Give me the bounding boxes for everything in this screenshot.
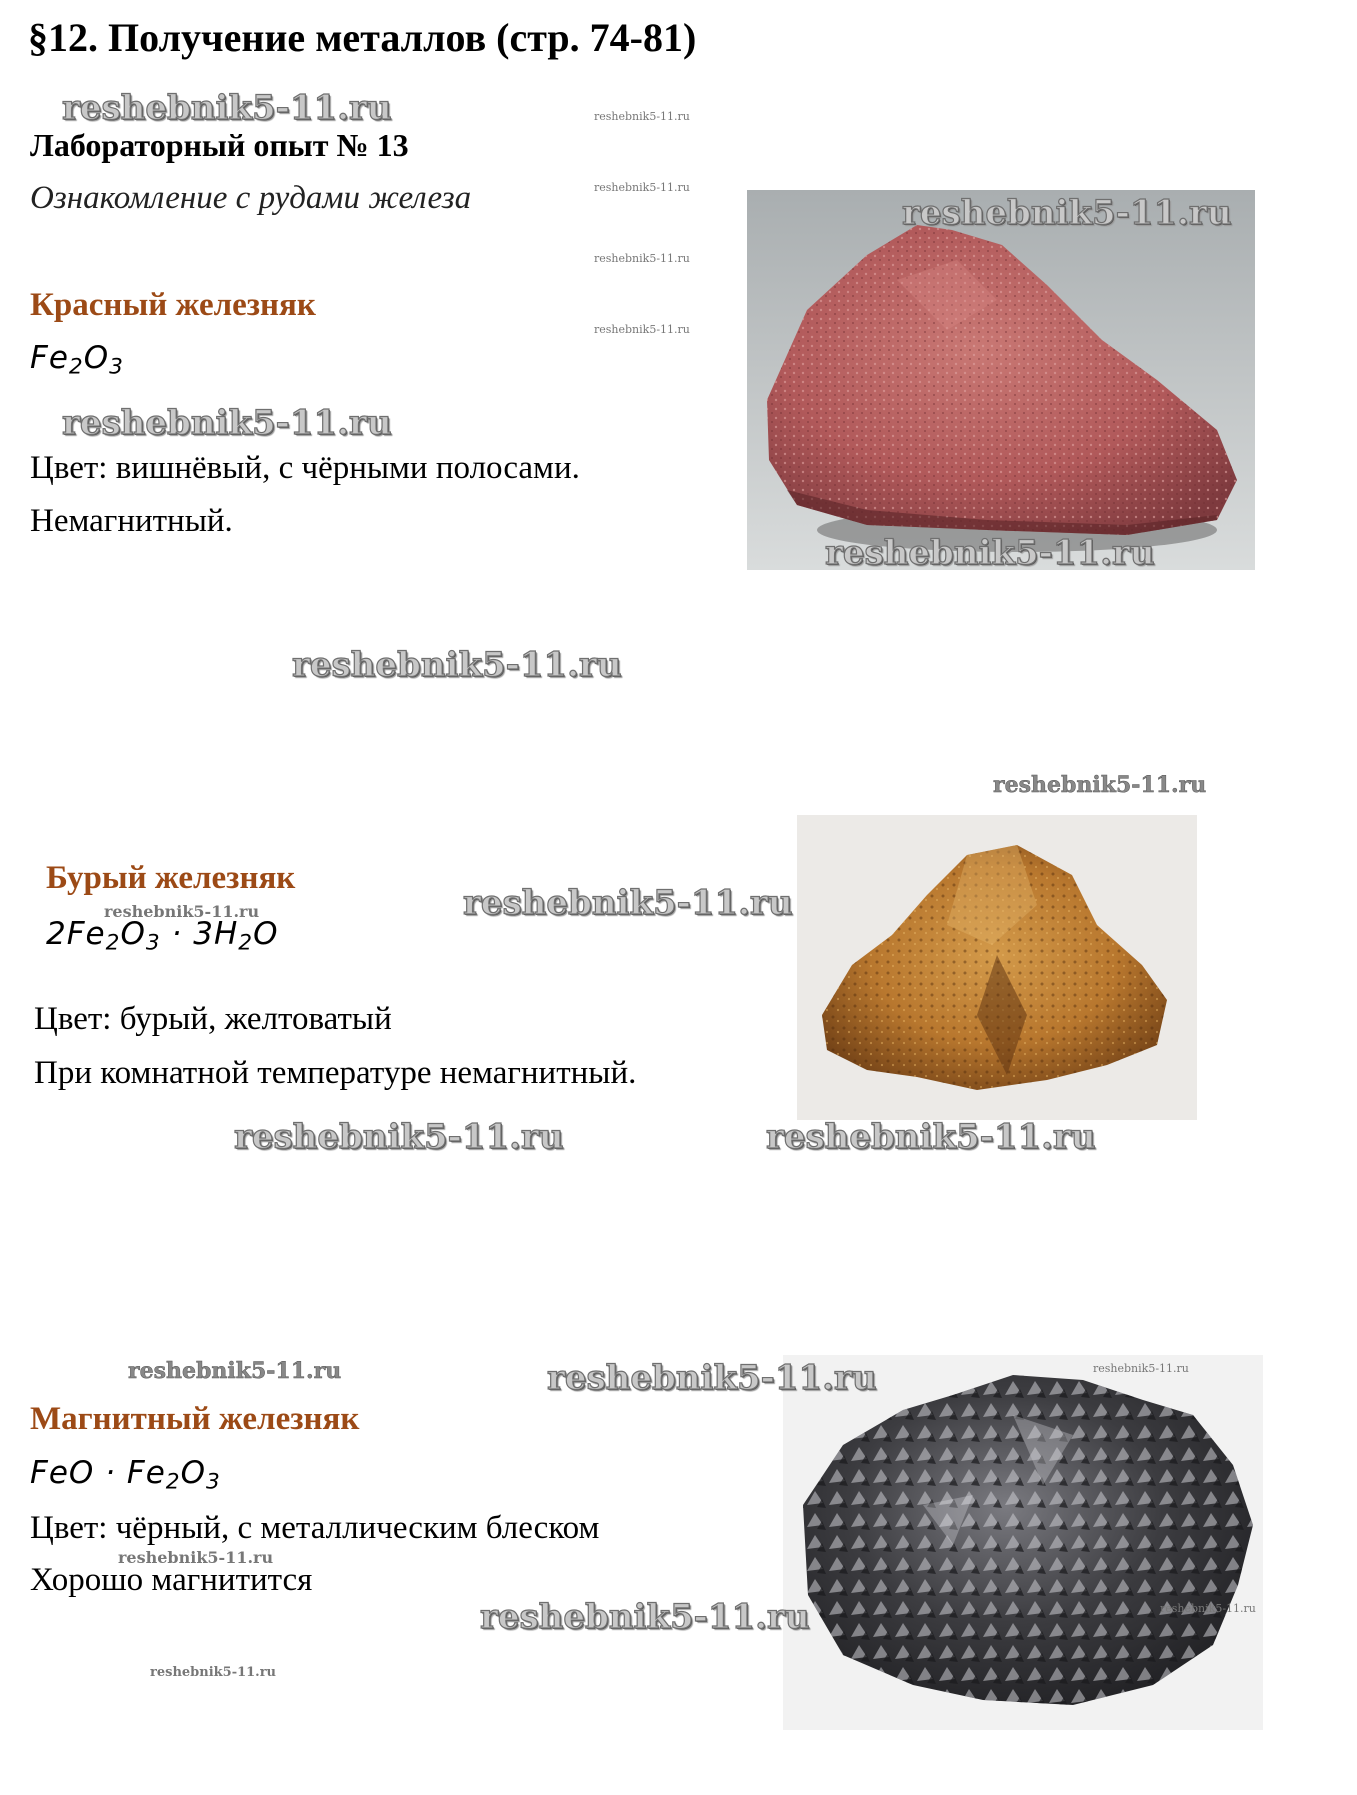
watermark: reshebnik5-11.ru bbox=[594, 181, 690, 194]
watermark: reshebnik5-11.ru bbox=[594, 323, 690, 336]
hematite-color-text: Цвет: вишнёвый, с чёрными полосами. bbox=[30, 450, 580, 486]
formula-hematite: $Fe_2O_3$ bbox=[30, 340, 124, 380]
magnetite-color-text: Цвет: чёрный, с металлическим блеском bbox=[30, 1510, 600, 1546]
watermark: reshebnik5-11.ru bbox=[1160, 1602, 1256, 1615]
limonite-color-text: Цвет: бурый, желтоватый bbox=[34, 1001, 392, 1037]
watermark: reshebnik5-11.ru bbox=[292, 645, 622, 685]
lab-title: Лабораторный опыт № 13 bbox=[30, 127, 409, 163]
watermark: reshebnik5-11.ru bbox=[1093, 1362, 1189, 1375]
page-title: §12. Получение металлов (стр. 74-81) bbox=[28, 15, 697, 60]
watermark: reshebnik5-11.ru bbox=[150, 1665, 277, 1680]
formula-limonite: $2Fe_2O_3 \cdot 3H_2O$ bbox=[46, 916, 279, 956]
magnetite-magnetic-text: Хорошо магнитится bbox=[30, 1562, 313, 1598]
ore-name-limonite: Бурый железняк bbox=[46, 860, 296, 896]
watermark: reshebnik5-11.ru bbox=[463, 883, 793, 923]
brown-limonite-rock-photo bbox=[797, 815, 1197, 1120]
formula-magnetite: FeO · $Fe_2O_3$ bbox=[30, 1455, 221, 1495]
watermark: reshebnik5-11.ru bbox=[594, 110, 690, 123]
watermark: reshebnik5-11.ru bbox=[547, 1358, 877, 1398]
limonite-magnetic-text: При комнатной температуре немагнитный. bbox=[34, 1055, 637, 1091]
watermark: reshebnik5-11.ru bbox=[234, 1117, 564, 1157]
red-hematite-rock-photo bbox=[747, 190, 1255, 570]
lab-subtitle: Ознакомление с рудами железа bbox=[30, 180, 472, 216]
hematite-magnetic-text: Немагнитный. bbox=[30, 503, 233, 539]
watermark: reshebnik5-11.ru bbox=[766, 1117, 1096, 1157]
watermark: reshebnik5-11.ru bbox=[902, 193, 1232, 233]
watermark: reshebnik5-11.ru bbox=[480, 1597, 810, 1637]
watermark: reshebnik5-11.ru bbox=[62, 403, 392, 443]
watermark: reshebnik5-11.ru bbox=[594, 252, 690, 265]
watermark: reshebnik5-11.ru bbox=[104, 902, 260, 921]
magnetite-rock-photo bbox=[783, 1355, 1263, 1730]
ore-name-hematite: Красный железняк bbox=[30, 287, 316, 323]
watermark: reshebnik5-11.ru bbox=[118, 1548, 274, 1567]
watermark: reshebnik5-11.ru bbox=[128, 1358, 342, 1384]
ore-name-magnetite: Магнитный железняк bbox=[30, 1401, 360, 1437]
watermark: reshebnik5-11.ru bbox=[62, 88, 392, 128]
watermark: reshebnik5-11.ru bbox=[993, 772, 1207, 798]
watermark: reshebnik5-11.ru bbox=[825, 533, 1155, 573]
